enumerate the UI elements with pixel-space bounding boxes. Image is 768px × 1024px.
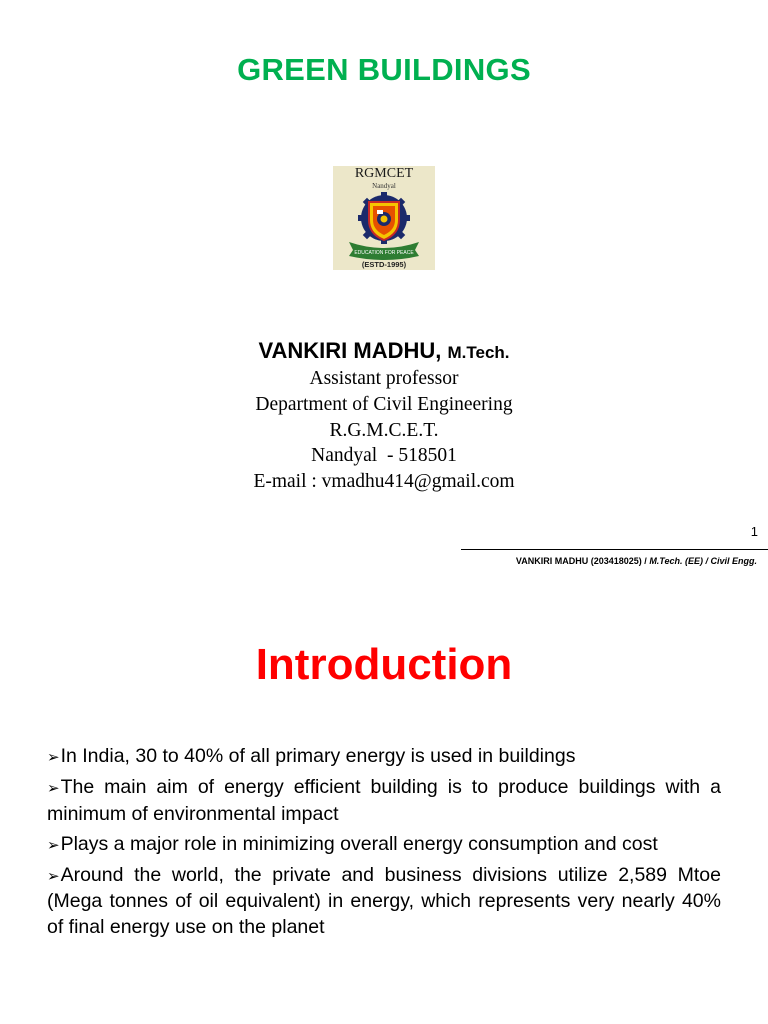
- footer-italic: M.Tech. (EE) / Civil Engg.: [649, 556, 757, 566]
- svg-text:EDUCATION FOR PEACE: EDUCATION FOR PEACE: [354, 250, 414, 256]
- intro-bullet-list: [47, 744, 721, 945]
- author-name-text: VANKIRI MADHU,: [258, 338, 442, 363]
- page-number: 1: [750, 524, 758, 539]
- college-emblem-icon: [343, 192, 425, 260]
- email: E-mail : vmadhu414@gmail.com: [253, 471, 515, 493]
- list-item: ➢The main aim of energy efficient building is to produce buildings with a minimum of environmental impact: [47, 776, 721, 825]
- institute: R.G.M.C.E.T.: [329, 419, 439, 441]
- logo-name: RGMCET: [354, 166, 414, 181]
- footer-divider: [461, 549, 768, 550]
- list-item: ➢Around the world, the private and business divisions utilize 2,589 Mtoe (Mega tonnes of oil equivalent) in energy, which represents very nearly 40% of final energy use on the planet: [47, 863, 721, 938]
- list-item: ➢Plays a major role in minimizing overall energy consumption and cost: [47, 832, 658, 855]
- college-logo: [333, 166, 435, 270]
- intro-title: Introduction: [255, 640, 513, 689]
- logo-estd: (ESTD-1995): [361, 260, 407, 269]
- arrow-bullet-icon: ➢: [47, 749, 60, 766]
- arrow-bullet-icon: ➢: [47, 867, 60, 885]
- slide-footer: [516, 556, 757, 566]
- designation: Assistant professor: [309, 368, 459, 389]
- arrow-bullet-icon: ➢: [47, 836, 60, 854]
- author-name: [0, 338, 768, 364]
- author-info: [0, 366, 768, 495]
- arrow-bullet-icon: ➢: [47, 780, 60, 797]
- footer-main: VANKIRI MADHU (203418025) /: [515, 556, 647, 566]
- author-degree: M.Tech.: [447, 343, 510, 362]
- department: Department of Civil Engineering: [255, 393, 513, 415]
- logo-place: Nandyal: [372, 182, 396, 190]
- slide-title: GREEN BUILDINGS: [237, 52, 531, 87]
- city: Nandyal - 518501: [311, 445, 457, 467]
- list-item: ➢In India, 30 to 40% of all primary energy is used in buildings: [47, 745, 576, 767]
